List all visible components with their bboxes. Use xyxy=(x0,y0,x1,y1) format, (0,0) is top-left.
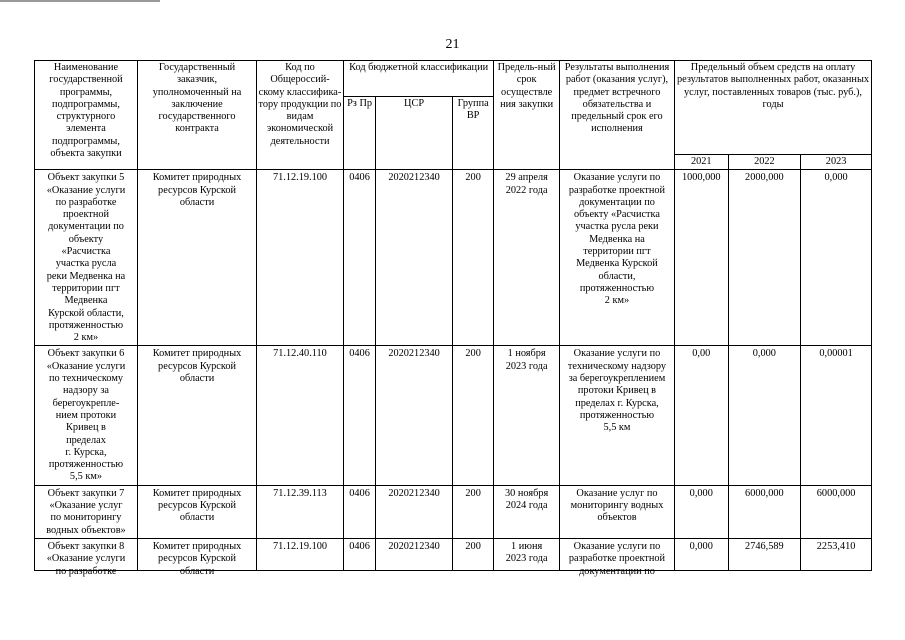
table-row xyxy=(35,346,872,485)
row-name-text: Объект закупки 8 «Оказание услуги по разработке xyxy=(46,540,126,577)
row-vr: 200 xyxy=(452,346,493,485)
row-value-2022: 6000,000 xyxy=(728,485,801,538)
page-number: 21 xyxy=(445,37,460,52)
row-value-2023: 2253,410 xyxy=(801,538,872,570)
row-name: Объект закупки 5 «Оказание услуги по разработке проектной документации по объекту «Расчистка участка русла реки Медвенка на территории пгт Медвенка Курской области, протяженностью 2 км» xyxy=(35,170,138,346)
header-year-2023: 2023 xyxy=(801,155,872,170)
procurement-table xyxy=(34,60,872,577)
row-deadline: 29 апреля 2022 года xyxy=(494,170,560,346)
header-csr: ЦСР xyxy=(376,97,453,170)
header-results: Результаты выполнения работ (оказания услуг), предмет встречного обязательства и предельный срок его исполнения xyxy=(559,61,674,170)
row-vr: 200 xyxy=(452,485,493,538)
row-value-2023: 0,000 xyxy=(801,170,872,346)
row-rzpr: 0406 xyxy=(343,485,375,538)
row-customer xyxy=(137,538,256,577)
header-budget-classification: Код бюджетной классификации xyxy=(343,61,493,97)
header-vr: Группа ВР xyxy=(452,97,493,170)
row-deadline: 1 ноября 2023 года xyxy=(494,346,560,485)
row-value-2022: 0,000 xyxy=(728,346,801,485)
row-name xyxy=(35,538,138,577)
header-deadline: Предель-ный срок осуществле ния закупки xyxy=(494,61,560,170)
row-customer: Комитет природных ресурсов Курской области xyxy=(137,170,256,346)
row-csr: 2020212340 xyxy=(376,346,453,485)
header-year-2022: 2022 xyxy=(728,155,801,170)
row-okpd: 71.12.19.100 xyxy=(257,538,344,570)
row-value-2021: 0,000 xyxy=(675,538,729,570)
row-result-text: Оказание услуги по разработке проектной документации по xyxy=(568,540,666,577)
row-value-2022: 2746,589 xyxy=(728,538,801,570)
row-result: Оказание услуги по разработке проектной документации по объекту «Расчистка участка русла реки Медвенка на территории пгт Медвенка Курской области, протяженностью 2 км» xyxy=(559,170,674,346)
scan-edge-line xyxy=(0,0,160,2)
header-rzpr: Рз Пр xyxy=(343,97,375,170)
row-value-2021: 0,000 xyxy=(675,485,729,538)
row-rzpr: 0406 xyxy=(343,346,375,485)
row-result xyxy=(559,538,674,577)
row-csr: 2020212340 xyxy=(376,538,453,570)
row-customer: Комитет природных ресурсов Курской области xyxy=(137,485,256,538)
row-deadline: 30 ноября 2024 года xyxy=(494,485,560,538)
header-name: Наименование государственной программы, подпрограммы, структурного элемента подпрограммы, объекта закупки xyxy=(35,61,138,170)
row-result: Оказание услуги по техническому надзору за берегоукреплением протоки Кривец в пределах г. Курска, протяженностью 5,5 км xyxy=(559,346,674,485)
row-deadline: 1 июня 2023 года xyxy=(494,538,560,570)
header-year-2021: 2021 xyxy=(675,155,729,170)
header-okpd: Код по Общероссий-скому классифика-тору продукции по видам экономической деятельности xyxy=(257,61,344,170)
table-row xyxy=(35,485,872,538)
row-name: Объект закупки 6 «Оказание услуги по техническому надзору за берегоукрепле- нием протоки Кривец в пределах г. Курска, протяженностью 5,5 км» xyxy=(35,346,138,485)
row-value-2023: 6000,000 xyxy=(801,485,872,538)
row-value-2023: 0,00001 xyxy=(801,346,872,485)
row-value-2022: 2000,000 xyxy=(728,170,801,346)
row-customer-text: Комитет природных ресурсов Курской области xyxy=(152,540,242,577)
row-value-2021: 0,00 xyxy=(675,346,729,485)
table-row xyxy=(35,538,872,570)
row-rzpr: 0406 xyxy=(343,538,375,570)
row-okpd: 71.12.19.100 xyxy=(257,170,344,346)
row-csr: 2020212340 xyxy=(376,170,453,346)
header-customer: Государственный заказчик, уполномоченный на заключение государственного контракта xyxy=(137,61,256,170)
row-vr: 200 xyxy=(452,538,493,570)
row-vr: 200 xyxy=(452,170,493,346)
row-name: Объект закупки 7 «Оказание услуг по мониторингу водных объектов» xyxy=(35,485,138,538)
table-row xyxy=(35,170,872,346)
row-okpd: 71.12.39.113 xyxy=(257,485,344,538)
row-rzpr: 0406 xyxy=(343,170,375,346)
row-csr: 2020212340 xyxy=(376,485,453,538)
header-limits: Предельный объем средств на оплату результатов выполненных работ, оказанных услуг, поставленных товаров (тыс. руб.), годы xyxy=(675,61,872,155)
row-value-2021: 1000,000 xyxy=(675,170,729,346)
row-customer: Комитет природных ресурсов Курской области xyxy=(137,346,256,485)
row-result: Оказание услуг по мониторингу водных объектов xyxy=(559,485,674,538)
row-okpd: 71.12.40.110 xyxy=(257,346,344,485)
header-row-1 xyxy=(35,61,872,97)
